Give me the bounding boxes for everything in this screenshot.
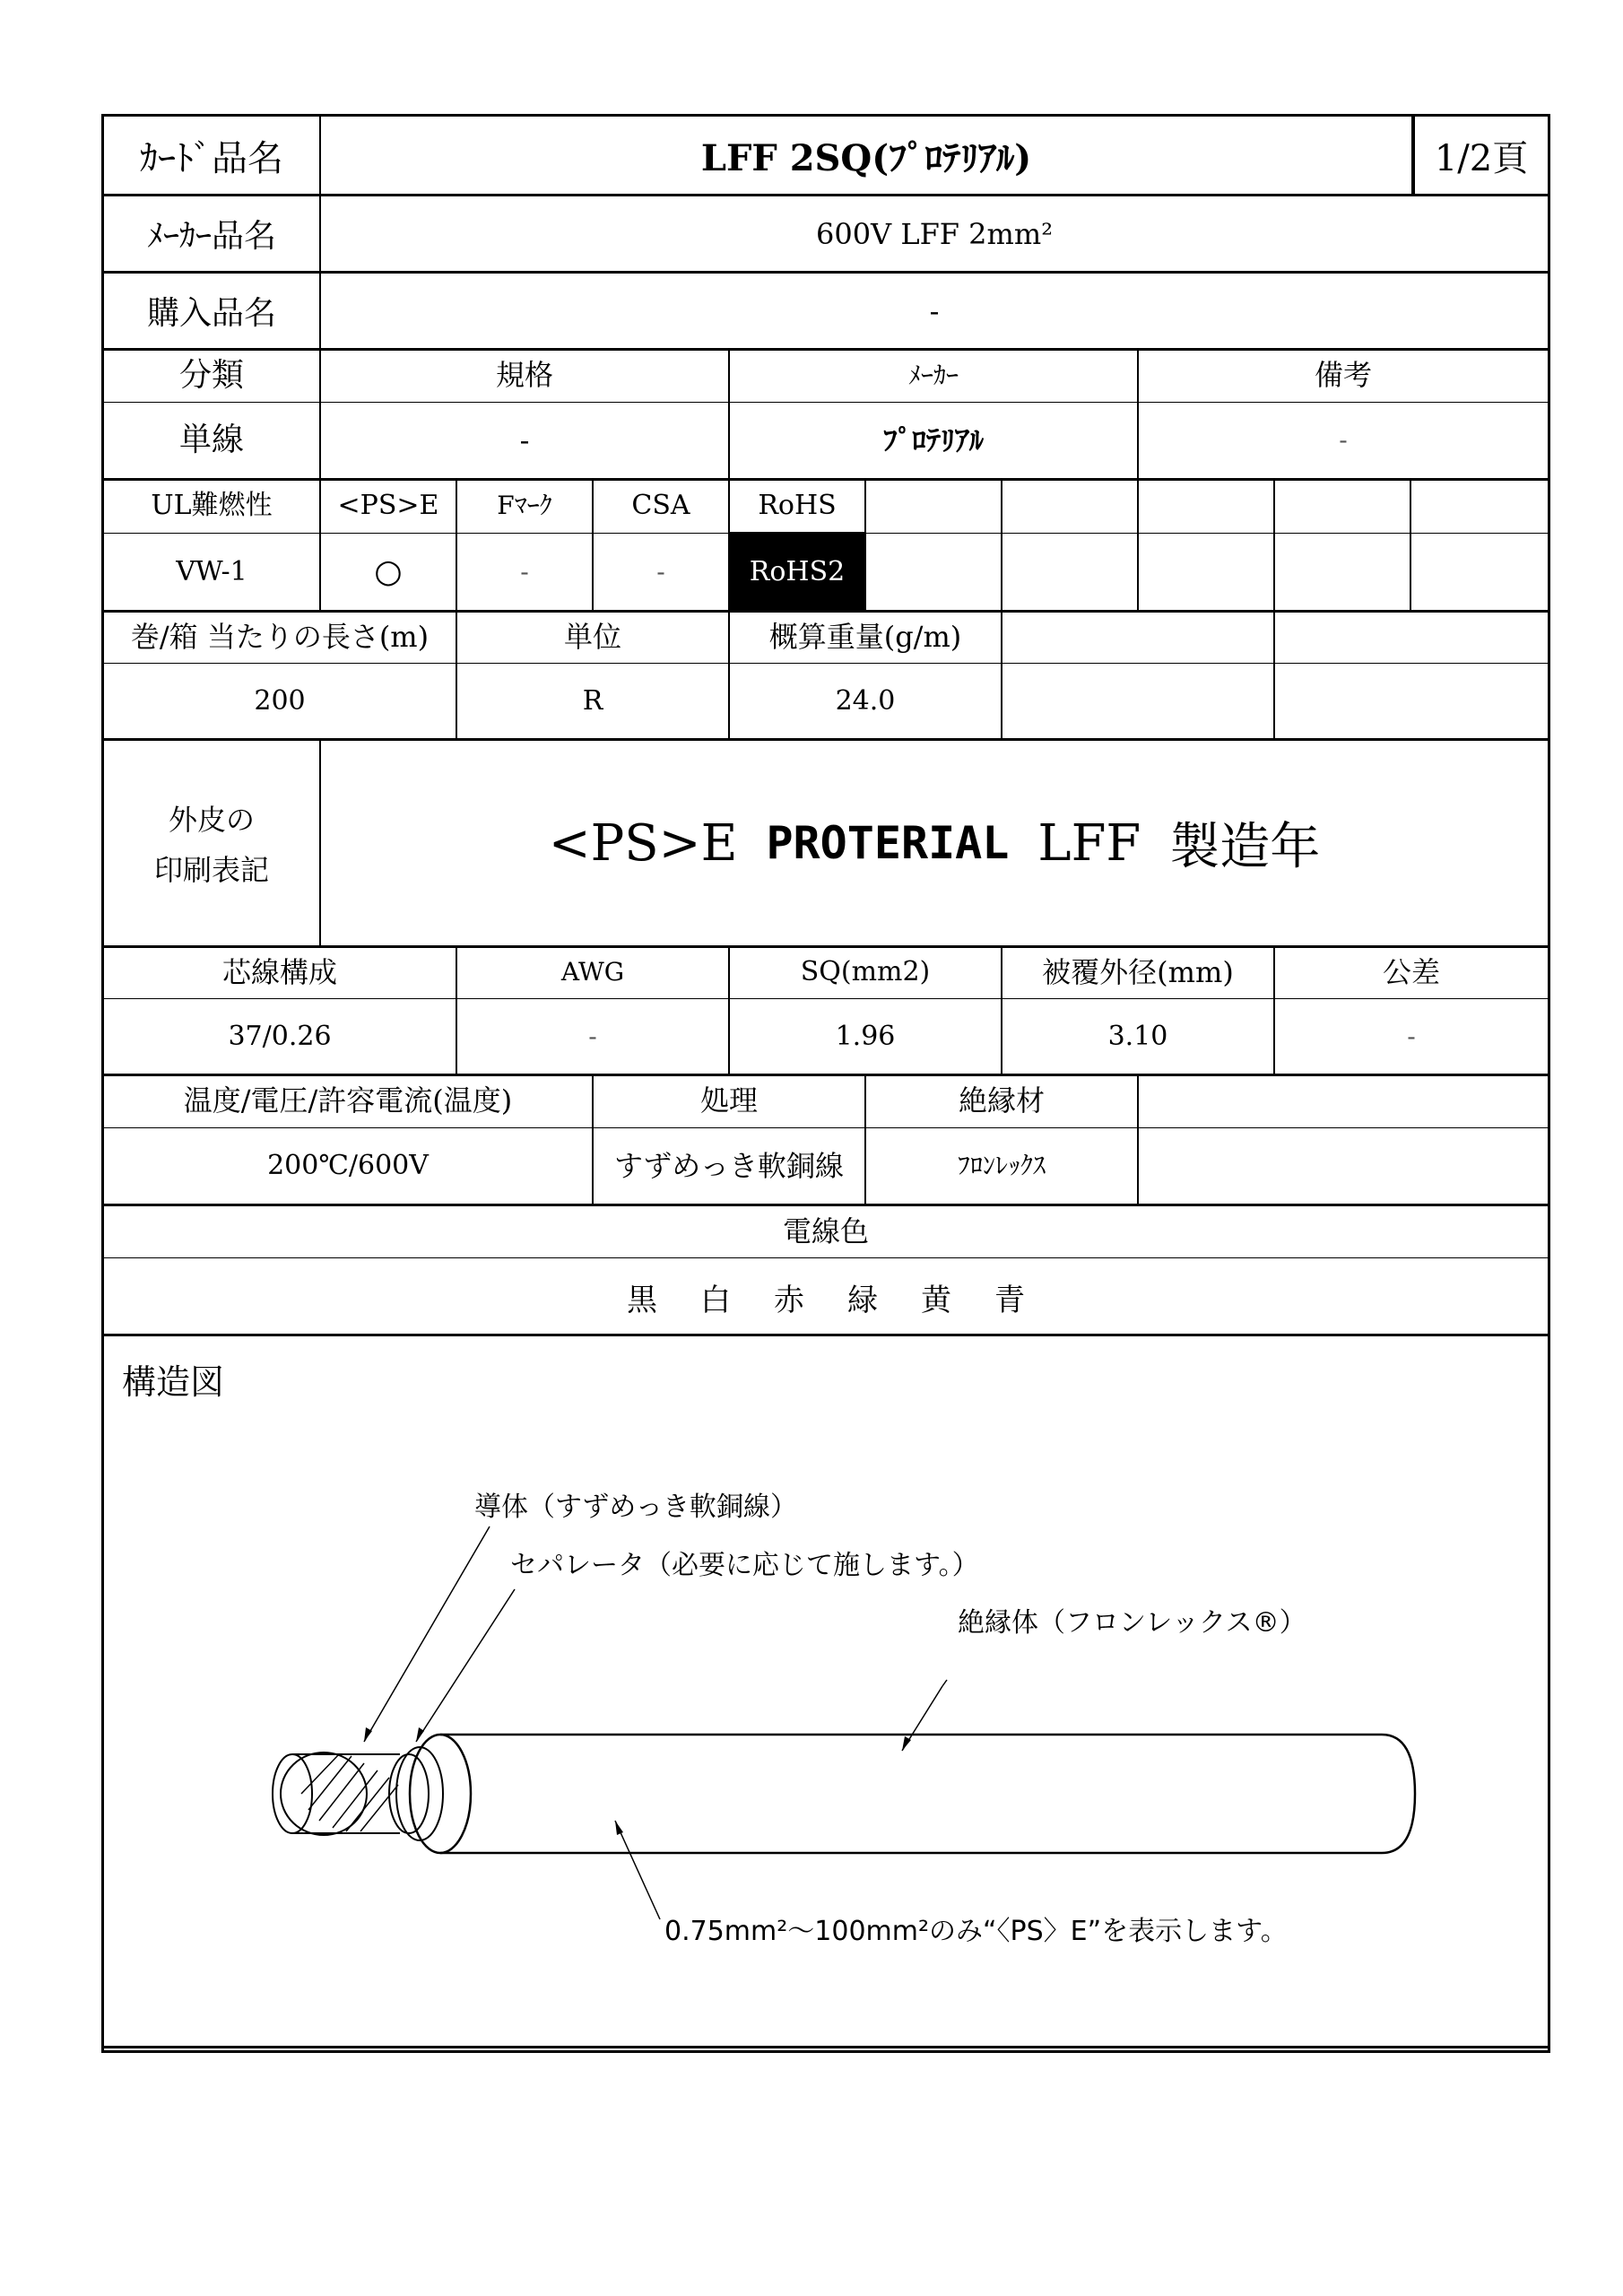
marking-brand: PROTERIAL <box>766 817 1010 869</box>
card-name: LFF 2SQ(ﾌﾟﾛﾃﾘｱﾙ) <box>321 117 1413 194</box>
insulation-col <box>866 1076 1139 1204</box>
tolerance-col <box>1275 948 1548 1074</box>
maker-item-value: 600V LFF 2mm² <box>815 216 1054 251</box>
wire-color-black: 黒 <box>627 1282 657 1318</box>
label-insulation: 絶縁体（フロンレックス®） <box>958 1607 1306 1639</box>
purchase-item-label: 購入品名 <box>104 274 321 348</box>
treatment-header: 処理 <box>699 1083 758 1118</box>
rohs-col <box>730 481 866 610</box>
standard-value: - <box>519 422 530 457</box>
unit-value: R <box>582 684 603 717</box>
od-value: 3.10 <box>1107 1020 1168 1052</box>
construction-row <box>104 948 1548 1076</box>
standards-empty-1 <box>866 481 1002 610</box>
label-conductor: 導体（すずめっき軟銅線） <box>474 1492 797 1523</box>
standards-row <box>104 481 1548 613</box>
purchase-item-value: - <box>929 293 940 328</box>
wire-color-header: 電線色 <box>782 1214 869 1248</box>
rohs-value: RoHS2 <box>730 532 864 612</box>
length-col <box>104 613 457 738</box>
awg-col <box>457 948 730 1074</box>
od-header: 被覆外径(mm) <box>1042 954 1234 989</box>
rohs-header: RoHS <box>758 489 837 521</box>
wire-color-blue: 青 <box>994 1282 1025 1318</box>
weight-col <box>730 613 1002 738</box>
standards-empty-4 <box>1275 481 1411 610</box>
insulation-end <box>410 1735 471 1853</box>
remarks-value: - <box>1339 424 1348 455</box>
pse-header: <PS>E <box>337 489 439 521</box>
purchase-item-row <box>104 274 1548 351</box>
insulation-tail <box>1382 1735 1415 1853</box>
structure-title: 構造図 <box>122 1362 225 1402</box>
insulation-value: ﾌﾛﾝﾚｯｸｽ <box>957 1150 1046 1180</box>
classification-value: 単線 <box>178 421 244 458</box>
length-empty-1 <box>1002 613 1275 738</box>
card-label: ｶｰﾄﾞ品名 <box>104 117 321 194</box>
classification-header: 分類 <box>178 356 244 394</box>
f-mark-header: Fﾏｰｸ <box>497 490 552 520</box>
wire-color-yellow: 黄 <box>921 1282 951 1318</box>
awg-header: AWG <box>560 956 625 987</box>
bottom-rule <box>101 2046 1550 2048</box>
length-empty-2 <box>1275 613 1548 738</box>
maker-col <box>730 351 1139 478</box>
f-mark-col <box>457 481 594 610</box>
wire-color-white: 白 <box>700 1282 731 1318</box>
note-leader <box>615 1821 660 1919</box>
sq-header: SQ(mm2) <box>800 955 931 987</box>
marking-pse: <PS>E <box>548 813 738 873</box>
marking-year: 製造年 <box>1169 818 1321 876</box>
rating-row <box>104 1076 1548 1206</box>
wire-color-list <box>104 1257 1548 1336</box>
wire-color-row <box>104 1206 1548 1336</box>
rating-value: 200℃/600V <box>267 1149 429 1181</box>
remarks-header: 備考 <box>1314 357 1372 392</box>
strand-header: 芯線構成 <box>221 954 337 989</box>
unit-col <box>457 613 730 738</box>
ul-value: VW-1 <box>176 555 247 587</box>
separator-leader <box>416 1589 515 1742</box>
maker-item-label: ﾒｰｶｰ品名 <box>104 196 321 271</box>
standards-empty-3 <box>1139 481 1275 610</box>
marking-label-line1: 外皮の <box>168 803 255 837</box>
standards-empty-5 <box>1411 481 1548 610</box>
maker-header: ﾒｰｶｰ <box>907 360 959 390</box>
marking-type: LFF <box>1037 813 1141 873</box>
wire-color-red: 赤 <box>774 1282 804 1318</box>
weight-header: 概算重量(g/m) <box>768 619 962 654</box>
marking-row <box>104 741 1548 948</box>
maker-value: ﾌﾟﾛﾃﾘｱﾙ <box>882 422 984 457</box>
marking-label <box>104 741 321 945</box>
weight-value: 24.0 <box>835 684 896 717</box>
standards-empty-2 <box>1002 481 1139 610</box>
unit-header: 単位 <box>563 619 621 654</box>
rating-header: 温度/電圧/許容電流(温度) <box>183 1083 513 1118</box>
rating-col <box>104 1076 594 1204</box>
csa-value: - <box>656 556 665 587</box>
conductor-leader <box>364 1526 490 1742</box>
classification-row <box>104 351 1548 481</box>
strand-value: 37/0.26 <box>228 1020 332 1052</box>
sq-col <box>730 948 1002 1074</box>
marking-value <box>321 741 1548 945</box>
strand-col <box>104 948 457 1074</box>
structure-area <box>104 1336 1548 2050</box>
spec-sheet <box>101 114 1550 2053</box>
length-value: 200 <box>254 684 306 717</box>
tolerance-header: 公差 <box>1382 954 1440 989</box>
standard-col <box>321 351 730 478</box>
f-mark-value: - <box>520 556 529 587</box>
marking-label-line2: 印刷表記 <box>153 853 269 887</box>
label-note: 0.75mm²～100mm²のみ“〈PS〉E”を表示します。 <box>664 1916 1288 1947</box>
rating-empty <box>1139 1076 1548 1204</box>
maker-item-row <box>104 196 1548 274</box>
csa-col <box>594 481 730 610</box>
card-name-row <box>104 117 1548 196</box>
wire-color-green: 緑 <box>847 1282 878 1318</box>
insulation-header: 絶縁材 <box>958 1083 1045 1118</box>
pse-col <box>321 481 457 610</box>
length-header: 巻/箱 当たりの長さ(m) <box>130 619 430 654</box>
pse-value: ○ <box>374 552 403 590</box>
awg-value: - <box>588 1021 597 1051</box>
length-row <box>104 613 1548 741</box>
csa-header: CSA <box>631 489 690 521</box>
tolerance-value: - <box>1407 1021 1416 1051</box>
od-col <box>1002 948 1275 1074</box>
ul-col <box>104 481 321 610</box>
treatment-value: すずめっき軟銅線 <box>613 1148 844 1183</box>
standard-header: 規格 <box>495 357 553 392</box>
treatment-col <box>594 1076 866 1204</box>
sq-value: 1.96 <box>835 1020 896 1052</box>
page-number: 1/2頁 <box>1413 117 1548 194</box>
ul-header: UL難燃性 <box>151 489 273 521</box>
label-separator: セパレータ（必要に応じて施します。） <box>510 1550 979 1581</box>
remarks-col <box>1139 351 1548 478</box>
classification-col-0 <box>104 351 321 478</box>
